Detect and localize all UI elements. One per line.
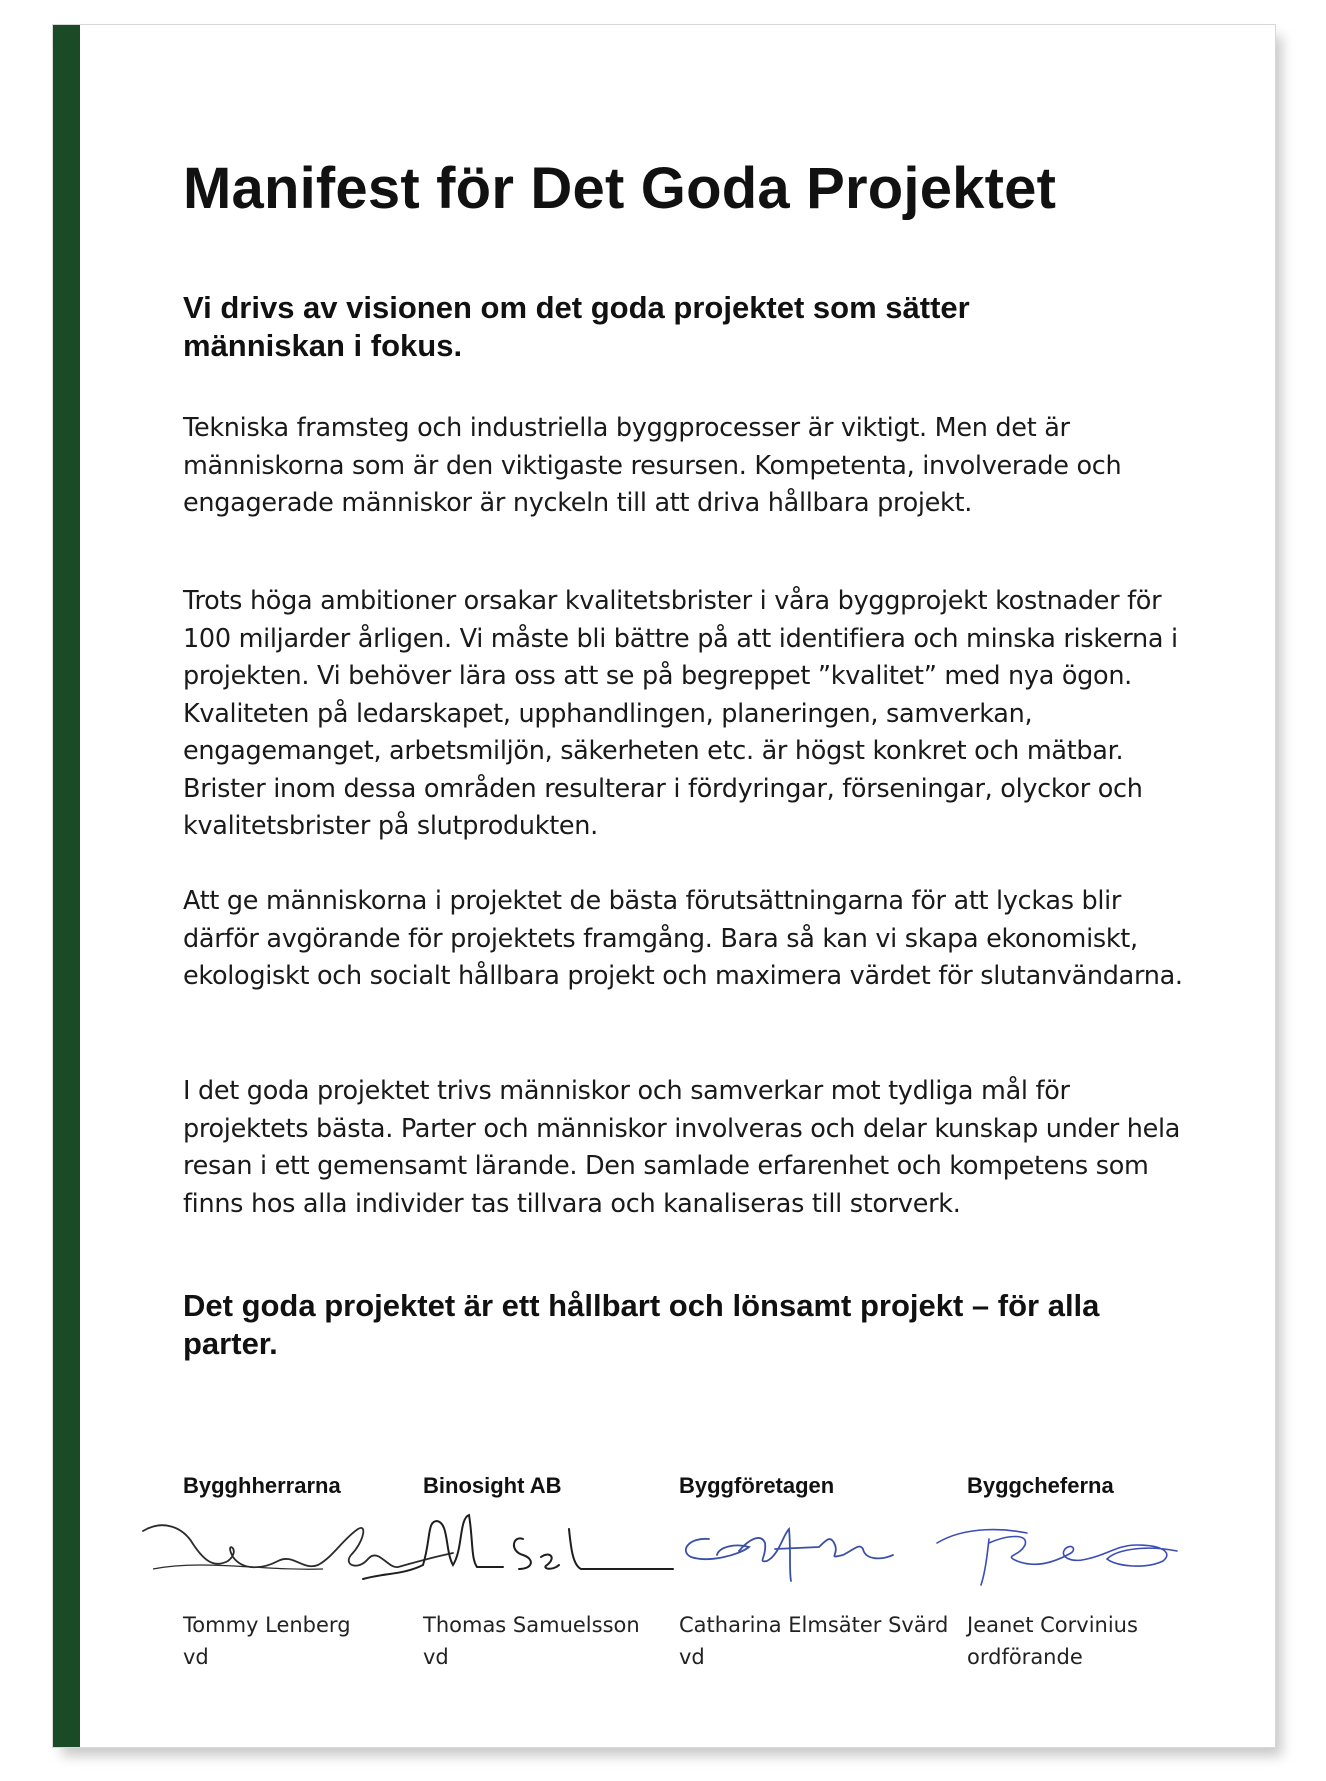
signatory-name: Catharina Elmsäter Svärd [679,1613,949,1637]
lead-statement: Vi drivs av visionen om det goda projektet som sätter människan i fokus. [183,290,970,363]
signatory-role: vd [183,1645,209,1669]
signatory-organization: Byggföretagen [679,1473,835,1498]
signature-block [423,1473,693,1673]
signatory-name: Thomas Samuelsson [423,1613,640,1637]
body-paragraph: I det goda projektet trivs människor och samverkar mot tydliga mål för projektets bästa. Parter och människor involveras och delar kunskap under hela resan i ett gemensamt lärande. Den samlade erfarenhet och kompetens som finns hos alla individer tas tillvara och kanaliseras till storverk. [183,1076,1181,1219]
handwritten-signature [967,1499,1237,1609]
manifest-page [52,24,1276,1748]
accent-bar [53,25,80,1747]
signature-block [183,1473,453,1673]
handwritten-signature [679,1499,949,1609]
signatory-organization: Byggcheferna [967,1473,1114,1498]
page-title: Manifest för Det Goda Projektet [183,156,1057,221]
body-paragraph: Tekniska framsteg och industriella byggprocesser är viktigt. Men det är människorna som är den viktigaste resursen. Kompetenta, involverade och engagerade människor är nyckeln till att driva hållbara projekt. [183,413,1122,518]
body-paragraph: Att ge människorna i projektet de bästa förutsättningarna för att lyckas blir därför avgörande för projektets framgång. Bara så kan vi skapa ekonomiskt, ekologiskt och socialt hållbara projekt och maximera värdet för slutanvändarna. [183,886,1183,991]
signatory-role: vd [423,1645,449,1669]
signatory-role: vd [679,1645,705,1669]
signature-block [967,1473,1237,1673]
signatory-organization: Bygghherrarna [183,1473,341,1498]
signatory-name: Tommy Lenberg [183,1613,351,1637]
body-paragraph: Trots höga ambitioner orsakar kvalitetsbrister i våra byggprojekt kostnader för 100 miljarder årligen. Vi måste bli bättre på att identifiera och minska riskerna i projekten. Vi behöver lära oss att se på begreppet ”kvalitet” med nya ögon. Kvaliteten på ledarskapet, upphandlingen, planeringen, samverkan, engagemanget, arbetsmiljön, säkerheten etc. är högst konkret och mätbar. Brister inom dessa områden resulterar i fördyringar, förseningar, olyckor och kvalitetsbrister på slutprodukten. [183,586,1178,841]
signature-block [679,1473,949,1673]
closing-statement: Det goda projektet är ett hållbart och lönsamt projekt – för alla parter. [183,1288,1100,1361]
signatory-name: Jeanet Corvinius [967,1613,1138,1637]
signatory-role: ordförande [967,1645,1083,1669]
handwritten-signature [183,1499,453,1609]
handwritten-signature [423,1499,693,1609]
signatory-organization: Binosight AB [423,1473,562,1498]
